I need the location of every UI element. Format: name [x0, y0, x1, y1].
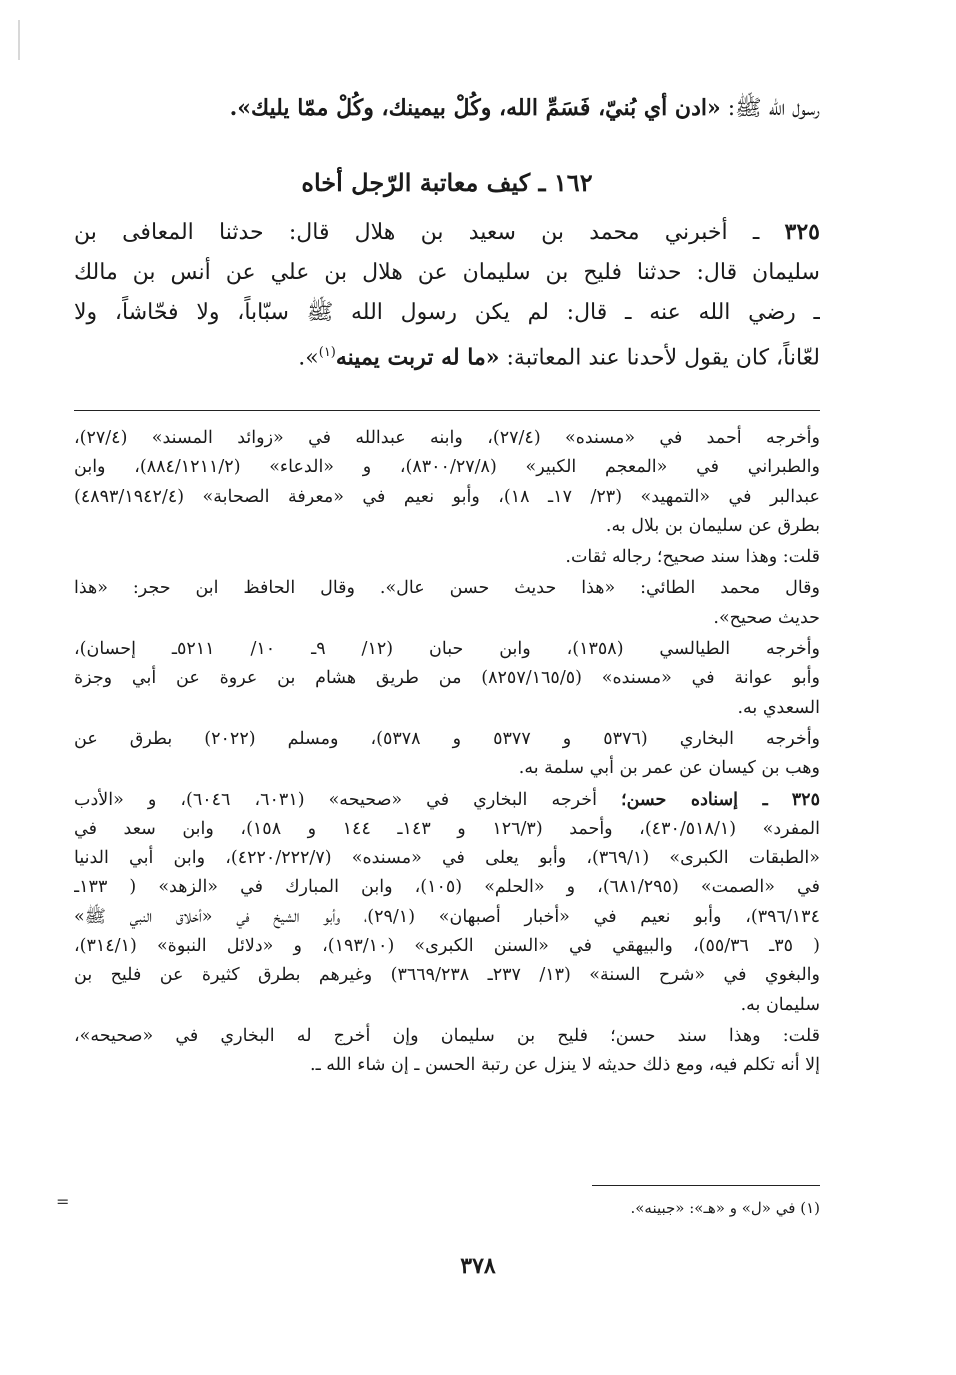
hadith-bold-quote: «ما له تربت يمينه [335, 344, 500, 371]
continuation-line [74, 88, 820, 129]
hadith-line [74, 333, 820, 378]
note-line: والبغوي في «شرح السنة» (١٣/ ٢٣٧ـ ٣٦٦٩/٢٣٨) وغيرهم بطرق كثيرة عن فليح بن [74, 965, 820, 986]
hadith-text [74, 212, 820, 378]
note-paragraph [74, 725, 820, 784]
note-line: قلت: وهذا سند حسن؛ فليح بن سليمان وإن أخرج له البخاري في «صحيحه»، [74, 1025, 820, 1046]
chapter-heading: ١٦٢ ـ كيف معاتبة الرّجل أخاه [301, 168, 593, 197]
hadith-line [74, 212, 820, 253]
note-line: ( ٣٥ـ ٥٥/٣٦)، والبيهقي في «السنن الكبرى» (١٩٣/١٠)، و «دلائل النبوة» (٣١٤/١)، [74, 936, 820, 957]
note-line: بطرق عن سليمان بن بلال به. [605, 515, 820, 536]
note-line: سليمان به. [740, 994, 820, 1015]
footnote [440, 1195, 820, 1221]
page-number: ٣٧٨ [460, 1253, 496, 1279]
note-line: حديث صحيح». [713, 607, 820, 628]
note-line-text: أخرجه البخاري في «صحيحه» (٦٠٣١، ٦٠٤٦)، و «الأدب [74, 789, 597, 810]
note-line [74, 786, 820, 815]
note-paragraph [74, 574, 820, 633]
note-line: وأخرجه الطيالسي (١٣٥٨)، وابن حبان (١٢/ ٩ـ ١٠/ ٥٢١١ـ إحسان)، [74, 639, 820, 660]
hadith-last-end: ». [298, 345, 319, 371]
continuation-prefix: رسول الله ﷺ: [727, 96, 820, 121]
note-hadith-number: ٣٢٥ [791, 789, 820, 810]
note-line: في «الصمت» (٦٨١/٢٩٥)، و «الحلم» (١٠٥)، وابن المبارك في «الزهد» ( ١٣٣ـ [74, 877, 820, 898]
note-line: والطبراني في «المعجم الكبير» (٨٣٠٠/٢٧/٨)، و «الدعاء» (٨٨٤/١٢١١/٢)، وابن [74, 457, 820, 478]
hadith-line: ـ رضي الله عنه ـ قال: لم يكن رسول الله ﷺ سبّاباً، ولا فحّاشاً، ولا [74, 300, 820, 325]
continuation-mark: = [56, 1192, 70, 1211]
footnote-marker: (١) [800, 1199, 820, 1217]
hadith-number: ٣٢٥ [784, 219, 820, 245]
note-line: وأبو عوانة في «مسنده» (٨٢٥٧/١٦٥/٥) من طريق هشام بن عروة عن أبي وجزة [74, 668, 820, 689]
note-line: عبدالبر في «التمهيد» (٢٣/ ١٧ـ ١٨)، وأبو نعيم في «معرفة الصحابة» (٤٨٩٣/١٩٤٢/٤) [74, 486, 820, 507]
hadith-line-text: ـ أخبرني محمد بن سعيد بن هلال قال: حدثنا المعافى بن [74, 220, 760, 245]
note-line: وأخرجه البخاري (٥٣٧٦ و ٥٣٧٧ و ٥٣٧٨)، ومسلم (٢٠٢٢) بطرق عن [74, 728, 820, 749]
takhrij-notes [74, 424, 820, 1083]
note-line: «الطبقات الكبرى» (٣٦٩/١)، وأبو يعلى في «مسنده» (٤٢٢٠/٢٢٢/٧)، وابن أبي الدنيا [74, 848, 820, 869]
isnad-grade: ـ إسناده حسن؛ [621, 789, 768, 810]
note-paragraph [74, 786, 820, 1020]
note-line: قلت: وهذا سند صحيح؛ رجاله ثقات. [565, 547, 820, 568]
note-paragraph [74, 1022, 820, 1081]
note-paragraph [74, 424, 820, 541]
scan-edge-shadow [18, 20, 20, 60]
note-line: السعدي به. [737, 697, 820, 718]
note-line: وأخرجه أحمد في «مسنده» (٢٧/٤)، وابنه عبدالله في «زوائد المسند» (٢٧/٤)، [74, 428, 820, 448]
note-line: إلا أنه تكلم فيه، ومع ذلك حديثه لا ينزل عن رتبة الحسن ـ إن شاء الله ـ. [310, 1055, 820, 1076]
footnote-text: في «ل» و «هـ»: «جبينه». [630, 1199, 796, 1217]
note-line: ٣٩٦/١٣٤)، وأبو نعيم في «أخبار أصبهان» (٢٩/١)، وأبو الشيخ في «أخلاق النبي ﷺ» [74, 906, 820, 927]
footnote-reference: (١) [318, 345, 336, 360]
prophet-quote: «ادن أي بُنيّ، فَسَمِّ الله، وكُلْ بيمينك، وكُلْ ممّا يليك». [229, 95, 721, 121]
separator-rule [74, 410, 820, 411]
hadith-line: سليمان قال: حدثنا فليح بن سليمان عن هلال بن علي عن أنس بن مالك [74, 260, 820, 285]
footnote-rule [592, 1185, 820, 1186]
note-paragraph [74, 635, 820, 723]
hadith-last-start: لعّاناً، كان يقول لأحدنا عند المعاتبة: [506, 345, 820, 371]
note-line: وقال محمد الطائي: «هذا حديث حسن عال». وقال الحافظ ابن حجر: «هذا [74, 578, 820, 599]
note-line: المفرد» (٤٣٠/٥١٨/١)، وأحمد (١٢٦/٣ و ١٤٣ـ ١٤٤ و ١٥٨)، وابن سعد في [74, 818, 820, 839]
note-paragraph [74, 543, 820, 572]
note-line: وهب بن كيسان عن عمر بن أبي سلمة به. [518, 758, 820, 779]
